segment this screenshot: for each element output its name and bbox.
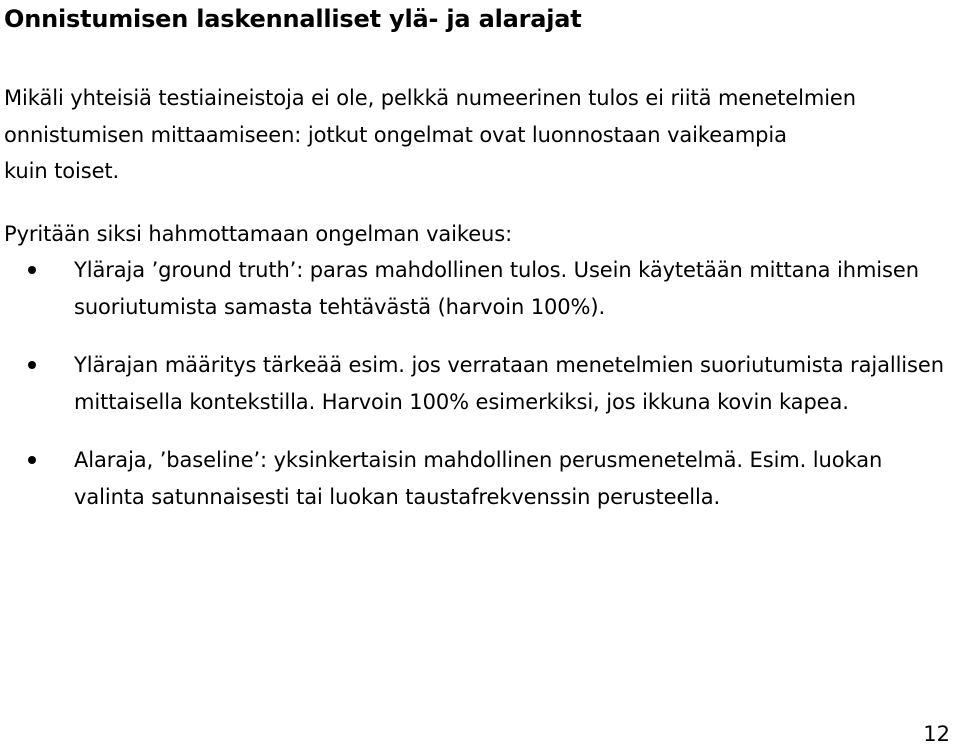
bullet-text: Ylärajan määritys tärkeää esim. jos verrataan menetelmien suoriutumista rajallisen mittaisella kontekstilla. Harvoin 100% esimerkiksi, jos ikkuna kovin kapea. [74,353,944,414]
bullet-list [4,252,960,515]
bullet-text: Yläraja ’ground truth’: paras mahdollinen tulos. Usein käytetään mittana ihmisen suoriutumista samasta tehtävästä (harvoin 100%). [74,258,919,319]
slide-content [4,80,960,515]
intro-line: Mikäli yhteisiä testiaineistoja ei ole, pelkkä numeerinen tulos ei riitä menetelmien [4,86,856,110]
bullet-dot-icon [28,266,36,274]
bullet-item-upper-bound-definition [4,347,960,420]
bullet-dot-icon [28,361,36,369]
intro-line: onnistumisen mittaamiseen: jotkut ongelmat ovat luonnostaan vaikeampia [4,122,787,147]
slide-title: Onnistumisen laskennalliset ylä- ja alarajat [4,5,582,33]
intro-paragraph [4,80,960,190]
bullet-item-upper-bound [4,252,960,325]
page-number: 12 [923,722,950,746]
bullet-text: Alaraja, ’baseline’: yksinkertaisin mahdollinen perusmenetelmä. Esim. luokan valinta satunnaisesti tai luokan taustafrekvenssin perusteella. [74,448,883,509]
lead-text: Pyritään siksi hahmottamaan ongelman vaikeus: [4,221,513,246]
intro-line: kuin toiset. [4,159,120,183]
bullet-dot-icon [28,456,36,464]
bullet-item-baseline [4,442,960,515]
